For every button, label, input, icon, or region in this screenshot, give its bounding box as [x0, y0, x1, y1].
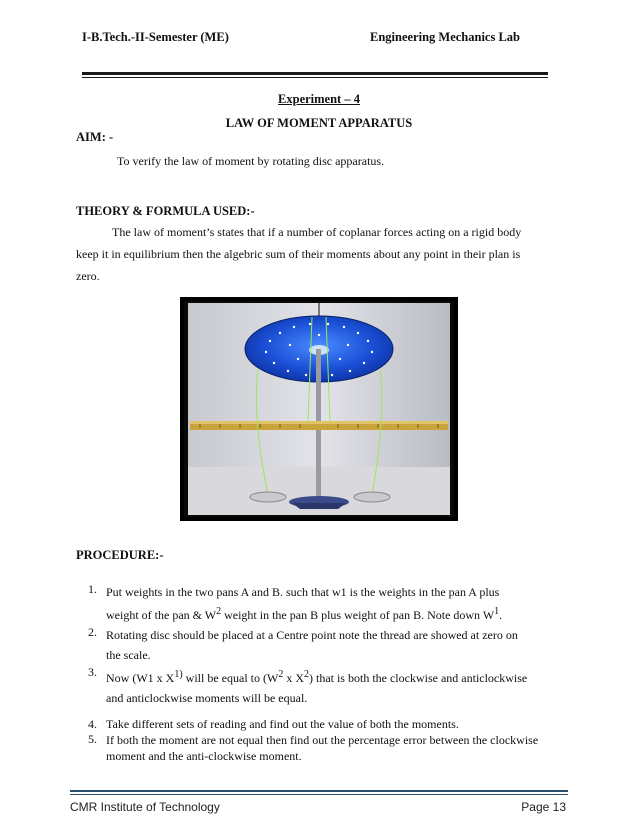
procedure-heading: PROCEDURE:-: [76, 548, 164, 562]
procedure-step: 4. Take different sets of reading and find out the value of both the moments.: [88, 717, 459, 731]
theory-line-1: The law of moment’s states that if a number of coplanar forces acting on a rigid body: [112, 225, 522, 239]
rotating-disc-apparatus-illustration: [180, 297, 458, 521]
theory-line-2: keep it in equilibrium then the algebric sum of their moments about any point in their plan is: [76, 247, 521, 261]
aim-text: To verify the law of moment by rotating disc apparatus.: [117, 154, 385, 168]
procedure-step: 1. Put weights in the two pans A and B. such that w1 is the weights in the pan A plus weight of the pan & $W^2$ weight in the pan B plus weight of pan B. Note down $W^1$.: [88, 582, 503, 622]
footer-rule: [70, 790, 568, 792]
theory-line-3: zero.: [76, 269, 100, 283]
footer-institute: CMR Institute of Technology: [70, 800, 220, 814]
theory-heading: THEORY & FORMULA USED:-: [76, 204, 255, 218]
footer-rule-thin: [70, 794, 568, 795]
page-number: Page 13: [521, 800, 566, 814]
header-right: Engineering Mechanics Lab: [369, 30, 520, 44]
experiment-title: LAW OF MOMENT APPARATUS: [225, 116, 413, 130]
experiment-number: Experiment – 4: [278, 92, 360, 106]
procedure-steps: [88, 582, 527, 708]
procedure-step: 5. If both the moment are not equal then find out the percentage error between the clockwise moment and the anti-clockwise moment.: [88, 732, 539, 763]
aim-heading: AIM: -: [76, 130, 114, 144]
header-rule: [82, 72, 548, 75]
procedure-steps-continued: [88, 716, 538, 764]
procedure-step: 2. Rotating disc should be placed at a Centre point note the thread are showed at zero on the scale.: [88, 625, 518, 662]
apparatus-photo: [180, 297, 458, 521]
header-left: I-B.Tech.-II-Semester (ME): [82, 30, 229, 44]
procedure-step: 3. Now (W1 x $X^{1)}$ will be equal to ($W^2$ x $X^2$) that is both the clockwise and anticlockwise and anticlockwise moments will be equal.: [88, 665, 528, 705]
header-rule-thin: [82, 77, 548, 78]
